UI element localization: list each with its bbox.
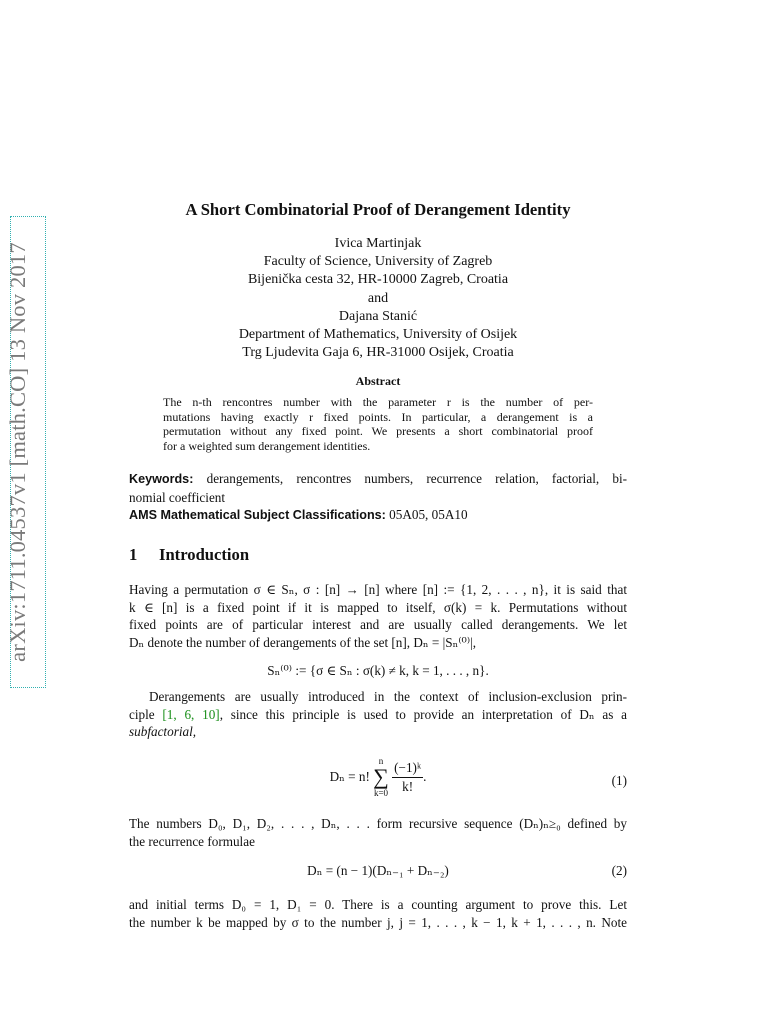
abstract-heading: Abstract	[355, 374, 401, 388]
ams-codes: 05A05, 05A10	[389, 507, 468, 522]
section-title: Introduction	[159, 545, 250, 564]
paragraph	[129, 688, 627, 741]
author-affiliation: Department of Mathematics, University of Osijek	[238, 326, 518, 342]
equation-1	[129, 756, 627, 806]
sum-symbol: ∑	[373, 764, 389, 789]
paper-title: A Short Combinatorial Proof of Derangement Identity	[185, 200, 571, 219]
abstract-line: permutation without any fixed point. We presents a short combinatorial proof	[163, 424, 593, 439]
sum-upper-limit: n	[378, 756, 384, 766]
paragraph-line: Derangements are usually introduced in the context of inclusion-exclusion prin-	[149, 689, 627, 704]
paragraph	[129, 815, 627, 850]
fraction-denominator: k!	[402, 778, 414, 794]
equation-2	[129, 862, 627, 880]
summation	[373, 756, 389, 798]
keywords-list: derangements, rencontres numbers, recurrence relation, factorial, bi-	[206, 471, 627, 486]
paragraph-line: k ∈ [n] is a fixed point if it is mapped to itself, σ(k) = k. Permutations without	[129, 599, 627, 615]
paragraph-line: Dₙ denote the number of derangements of the set [n], Dₙ = |Sₙ⁽⁰⁾|,	[129, 634, 477, 650]
paragraph-line: and initial terms D₀ = 1, D₁ = 0. There is a counting argument to prove this. Let	[129, 897, 627, 912]
author-name: Ivica Martinjak	[334, 236, 422, 251]
author-address: Bijenička cesta 32, HR-10000 Zagreb, Croatia	[247, 272, 509, 288]
author-conjunction: and	[367, 290, 389, 306]
paragraph-line: fixed points are of particular interest and are usually called derangements. We let	[129, 617, 627, 633]
keywords-list-cont: nomial coefficient	[129, 489, 226, 505]
keywords	[129, 470, 627, 506]
author-name: Dajana Stanić	[338, 308, 418, 324]
equation-punctuation: .	[423, 769, 427, 785]
abstract-line: for a weighted sum derangement identities.	[163, 438, 371, 453]
paragraph	[129, 896, 627, 931]
author-block	[129, 235, 627, 362]
abstract-line: mutations having exactly r fixed points. In particular, a derangement is a	[163, 409, 593, 424]
section-heading	[129, 546, 249, 564]
author-address: Trg Ljudevita Gaja 6, HR-31000 Osijek, Croatia	[242, 345, 514, 361]
paragraph	[129, 581, 627, 651]
sum-lower-limit: k=0	[373, 788, 389, 798]
arxiv-identifier: arXiv:1711.04537v1 [math.CO] 13 Nov 2017	[5, 242, 30, 662]
abstract-text	[163, 395, 593, 453]
paragraph-line: the recurrence formulae	[129, 833, 255, 849]
citation-link[interactable]: [1, 6, 10]	[162, 706, 220, 722]
equation-body: Dₙ = (n − 1)(Dₙ₋₁ + Dₙ₋₂)	[307, 863, 449, 878]
author-affiliation: Faculty of Science, University of Zagreb	[263, 254, 493, 270]
paragraph-line: subfactorial,	[129, 724, 197, 740]
paragraph-line: the number k be mapped by σ to the number j, j = 1, . . . , k − 1, k + 1, . . . , n. Note	[129, 914, 627, 930]
paragraph-line: Having a permutation σ ∈ Sₙ, σ : [n] → [n] where [n] := {1, 2, . . . , n}, it is said that	[129, 582, 627, 597]
section-number: 1	[129, 545, 138, 564]
equation-lhs: Dₙ = n!	[329, 769, 370, 785]
fraction	[392, 759, 423, 795]
paragraph-text: , since this principle is used to provide an interpretation of Dₙ as a	[219, 706, 627, 722]
equation-number: (1)	[611, 773, 627, 788]
display-equation: Sₙ⁽⁰⁾ := {σ ∈ Sₙ : σ(k) ≠ k, k = 1, . . . , n}.	[267, 663, 489, 678]
abstract-line: The n-th rencontres number with the parameter r is the number of per-	[163, 395, 593, 409]
ams-classification	[129, 506, 627, 525]
fraction-numerator: (−1)ᵏ	[392, 759, 423, 778]
equation-number: (2)	[611, 863, 627, 878]
paragraph-text: ciple	[129, 706, 163, 722]
ams-label: AMS Mathematical Subject Classifications:	[129, 508, 386, 522]
keywords-label: Keywords:	[129, 472, 194, 486]
paragraph-line: The numbers D₀, D₁, D₂, . . . , Dₙ, . . . form recursive sequence (Dₙ)ₙ≥₀ defined by	[129, 816, 627, 831]
